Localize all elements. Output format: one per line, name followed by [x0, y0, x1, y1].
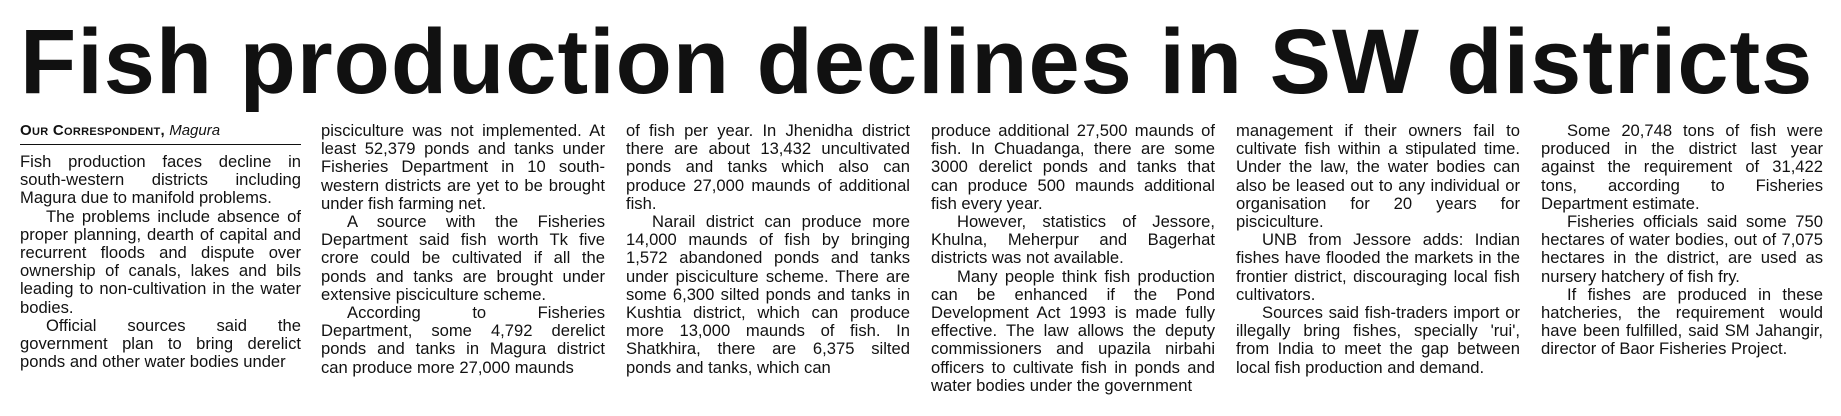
- paragraph: A source with the Fisheries Department said fish worth Tk five crore could be cultivated if all the ponds and tanks are brought under extensive pisciculture scheme.: [321, 212, 605, 304]
- paragraph: If fishes are produced in these hatcheries, the requirement would have been fulfilled, said SM Jahangir, director of Baor Fisheries Project.: [1541, 284, 1823, 359]
- paragraph: The problems include absence of proper planning, dearth of capital and recurrent floods and dispute over ownership of canals, lakes and bils leading to non-cultivation in the water bodies.: [20, 206, 301, 317]
- paragraph: management if their owners fail to cultivate fish within a stipulated time. Under the law, the water bodies can also be leased out to any individual or organisation for 20 years for pisciculture.: [1236, 122, 1520, 232]
- article-column-3: [626, 122, 910, 412]
- headline: Fish production declines in SW districts: [20, 11, 1814, 113]
- article-column-6: [1541, 122, 1823, 412]
- paragraph: UNB from Jessore adds: Indian fishes have flooded the markets in the frontier district, discouraging local fish cultivators.: [1236, 230, 1520, 304]
- article-column-1: [20, 122, 301, 412]
- article-column-5: [1236, 122, 1520, 412]
- paragraph: Many people think fish production can be enhanced if the Pond Development Act 1993 is made fully effective. The law allows the deputy commissioners and upazila nirbahi officers to cultivate fish in ponds and water bodies under the government: [931, 266, 1215, 395]
- paragraph: produce additional 27,500 maunds of fish. In Chuadanga, there are some 3000 derelict ponds and tanks that can produce 500 maunds additional fish every year.: [931, 122, 1215, 213]
- paragraph: Narail district can produce more 14,000 maunds of fish by bringing 1,572 abandoned ponds and tanks under pisciculture scheme. There are some 6,300 silted ponds and tanks in Kushtia district, which can produce more 13,000 maunds of fish. In Shatkhira, there are 6,375 silted ponds and tanks, which can: [626, 212, 910, 377]
- paragraph: Official sources said the government plan to bring derelict ponds and other water bodies under: [20, 315, 301, 372]
- paragraph: pisciculture was not implemented. At least 52,379 ponds and tanks under Fisheries Department in 10 south-western districts are yet to be brought under fish farming net.: [321, 122, 605, 213]
- paragraph: of fish per year. In Jhenidha district there are about 13,432 uncultivated ponds and tanks which also can produce 27,000 maunds of additional fish.: [626, 122, 910, 213]
- paragraph: Fish production faces decline in south-western districts including Magura due to manifold problems.: [20, 152, 301, 208]
- paragraph: However, statistics of Jessore, Khulna, Meherpur and Bagerhat districts was not available.: [931, 212, 1215, 268]
- byline-name: Our Correspondent,: [20, 122, 166, 139]
- article-column-4: [931, 122, 1215, 412]
- byline: [20, 122, 301, 145]
- paragraph: According to Fisheries Department, some 4,792 derelict ponds and tanks in Magura district can produce more 27,000 maunds: [321, 303, 605, 377]
- article-column-2: [321, 122, 605, 412]
- byline-place: Magura: [169, 122, 221, 139]
- paragraph: Fisheries officials said some 750 hectares of water bodies, out of 7,075 hectares in the district, are used as nursery hatchery of fish fry.: [1541, 212, 1823, 286]
- paragraph: Sources said fish-traders import or illegally bring fishes, specially 'rui', from India to meet the gap between local fish production and demand.: [1236, 303, 1520, 377]
- paragraph: Some 20,748 tons of fish were produced in the district last year against the requirement of 31,422 tons, according to Fisheries Department estimate.: [1541, 122, 1823, 213]
